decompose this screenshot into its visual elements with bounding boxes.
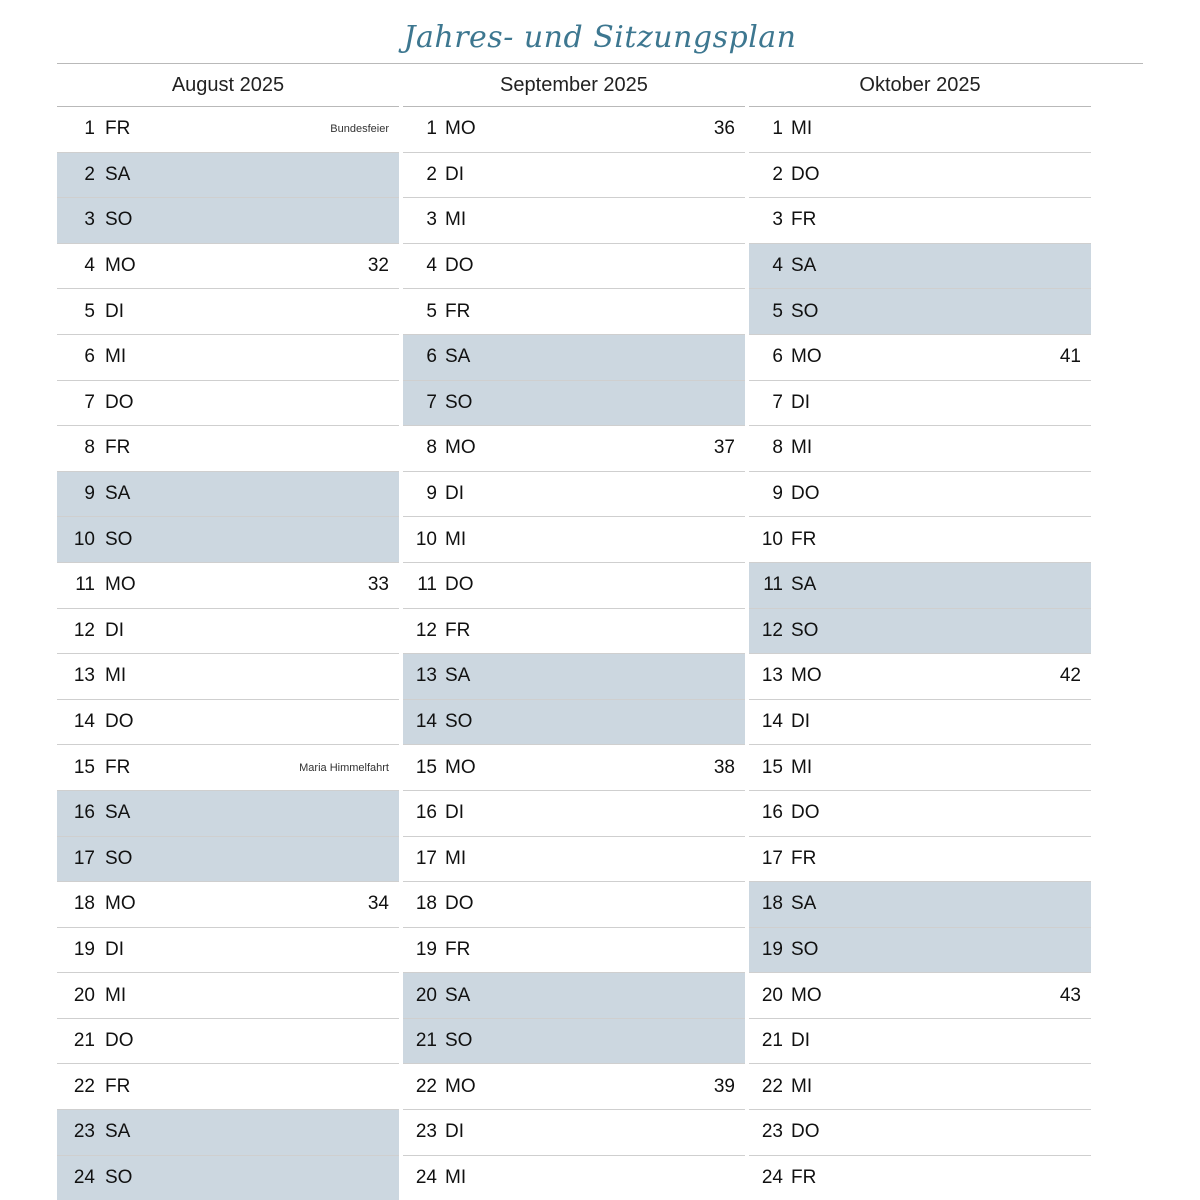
- day-row[interactable]: [57, 1019, 399, 1065]
- day-number: 24: [415, 1166, 437, 1188]
- day-row[interactable]: [57, 198, 399, 244]
- day-row[interactable]: [403, 244, 745, 290]
- day-number: 16: [761, 802, 783, 824]
- day-number: 22: [415, 1075, 437, 1097]
- day-row[interactable]: [403, 153, 745, 199]
- day-number: 9: [84, 483, 95, 505]
- day-row[interactable]: [57, 791, 399, 837]
- day-row[interactable]: [403, 1019, 745, 1065]
- month-header: September 2025: [403, 64, 745, 107]
- day-number: 22: [761, 1075, 783, 1097]
- day-weekday: MI: [445, 847, 467, 869]
- day-row[interactable]: [403, 563, 745, 609]
- day-weekday: MI: [791, 1075, 813, 1097]
- day-number: 10: [73, 528, 95, 550]
- day-row[interactable]: [57, 700, 399, 746]
- day-row[interactable]: [403, 654, 745, 700]
- day-number: 19: [73, 938, 95, 960]
- day-row[interactable]: [749, 153, 1091, 199]
- day-number: 4: [84, 255, 95, 277]
- day-number: 23: [761, 1121, 783, 1143]
- day-weekday: DI: [105, 938, 124, 960]
- day-number: 10: [761, 528, 783, 550]
- day-weekday: SA: [445, 346, 471, 368]
- day-number: 16: [73, 802, 95, 824]
- day-row[interactable]: [403, 517, 745, 563]
- day-number: 8: [84, 437, 95, 459]
- day-weekday: DO: [105, 391, 134, 413]
- day-row[interactable]: [403, 973, 745, 1019]
- month-column: [749, 64, 1091, 1200]
- day-number: 13: [415, 665, 437, 687]
- day-weekday: MO: [105, 574, 136, 596]
- day-weekday: MI: [105, 984, 127, 1006]
- day-weekday: MO: [105, 893, 136, 915]
- week-number: 34: [367, 893, 389, 915]
- day-weekday: FR: [445, 300, 471, 322]
- day-row[interactable]: [749, 563, 1091, 609]
- day-row[interactable]: [57, 1110, 399, 1156]
- day-weekday: MI: [791, 118, 813, 140]
- day-number: 14: [761, 711, 783, 733]
- day-number: 19: [415, 938, 437, 960]
- day-row[interactable]: [749, 791, 1091, 837]
- day-weekday: DO: [445, 255, 474, 277]
- day-weekday: MI: [445, 1166, 467, 1188]
- day-number: 12: [761, 619, 783, 641]
- day-row[interactable]: [403, 700, 745, 746]
- day-row[interactable]: [749, 973, 1091, 1019]
- day-weekday: MO: [791, 346, 822, 368]
- day-number: 16: [415, 802, 437, 824]
- day-row[interactable]: [57, 517, 399, 563]
- day-weekday: SA: [791, 893, 817, 915]
- day-weekday: SA: [791, 574, 817, 596]
- week-number: 42: [1059, 665, 1081, 687]
- day-number: 11: [417, 574, 437, 596]
- day-number: 13: [73, 665, 95, 687]
- day-row[interactable]: [403, 791, 745, 837]
- day-row[interactable]: [57, 107, 399, 153]
- day-weekday: DO: [105, 711, 134, 733]
- day-number: 1: [772, 118, 783, 140]
- week-number: 33: [367, 574, 389, 596]
- day-row[interactable]: [403, 1156, 745, 1200]
- day-weekday: SA: [105, 1121, 131, 1143]
- day-number: 6: [426, 346, 437, 368]
- holiday-label: Bundesfeier: [330, 123, 389, 136]
- day-weekday: DO: [445, 893, 474, 915]
- day-row[interactable]: [57, 1064, 399, 1110]
- day-number: 17: [415, 847, 437, 869]
- day-row[interactable]: [57, 609, 399, 655]
- day-number: 11: [763, 574, 783, 596]
- day-row[interactable]: [57, 472, 399, 518]
- day-weekday: DI: [791, 1030, 810, 1052]
- day-weekday: SO: [105, 847, 133, 869]
- day-number: 8: [772, 437, 783, 459]
- day-number: 1: [426, 118, 437, 140]
- day-number: 20: [73, 984, 95, 1006]
- week-number: 38: [713, 756, 735, 778]
- day-number: 6: [84, 346, 95, 368]
- day-row[interactable]: [57, 882, 399, 928]
- day-weekday: DO: [105, 1030, 134, 1052]
- month-column: [57, 64, 399, 1200]
- day-weekday: SA: [105, 802, 131, 824]
- month-header: August 2025: [57, 64, 399, 107]
- day-weekday: SO: [791, 619, 819, 641]
- day-weekday: FR: [445, 619, 471, 641]
- day-row[interactable]: [403, 198, 745, 244]
- day-weekday: DO: [445, 574, 474, 596]
- day-weekday: MO: [445, 1075, 476, 1097]
- day-weekday: SA: [445, 984, 471, 1006]
- day-row[interactable]: [57, 381, 399, 427]
- day-row[interactable]: [749, 107, 1091, 153]
- day-number: 21: [73, 1030, 95, 1052]
- day-number: 7: [772, 391, 783, 413]
- day-row[interactable]: [57, 289, 399, 335]
- day-weekday: MO: [445, 437, 476, 459]
- day-number: 3: [772, 209, 783, 231]
- day-weekday: SO: [105, 528, 133, 550]
- day-row[interactable]: [749, 198, 1091, 244]
- week-number: 32: [367, 255, 389, 277]
- calendar-grid: [57, 63, 1143, 1200]
- day-weekday: MO: [105, 255, 136, 277]
- day-row[interactable]: [749, 289, 1091, 335]
- day-row[interactable]: [403, 1110, 745, 1156]
- day-weekday: FR: [105, 118, 131, 140]
- day-number: 5: [426, 300, 437, 322]
- day-number: 20: [761, 984, 783, 1006]
- day-number: 6: [772, 346, 783, 368]
- day-row[interactable]: [403, 609, 745, 655]
- day-weekday: SA: [105, 483, 131, 505]
- day-row[interactable]: [403, 472, 745, 518]
- month-column: [403, 64, 745, 1200]
- week-number: 43: [1059, 984, 1081, 1006]
- day-weekday: MI: [105, 346, 127, 368]
- day-weekday: FR: [105, 756, 131, 778]
- day-weekday: MO: [445, 118, 476, 140]
- day-row[interactable]: [403, 107, 745, 153]
- day-row[interactable]: [749, 837, 1091, 883]
- day-weekday: FR: [445, 938, 471, 960]
- day-weekday: DI: [791, 711, 810, 733]
- day-number: 13: [761, 665, 783, 687]
- day-row[interactable]: [57, 745, 399, 791]
- day-weekday: SO: [445, 391, 473, 413]
- day-row[interactable]: [749, 381, 1091, 427]
- day-row[interactable]: [57, 1156, 399, 1200]
- day-weekday: DO: [791, 802, 820, 824]
- day-weekday: SO: [445, 1030, 473, 1052]
- day-row[interactable]: [57, 244, 399, 290]
- day-row[interactable]: [749, 244, 1091, 290]
- day-number: 18: [415, 893, 437, 915]
- day-number: 23: [73, 1121, 95, 1143]
- day-weekday: FR: [105, 437, 131, 459]
- week-number: 39: [713, 1075, 735, 1097]
- day-weekday: MO: [791, 984, 822, 1006]
- day-row[interactable]: [403, 426, 745, 472]
- day-number: 2: [772, 163, 783, 185]
- day-row[interactable]: [403, 381, 745, 427]
- day-number: 5: [772, 300, 783, 322]
- page-title: Jahres- und Sitzungsplan: [403, 20, 797, 55]
- day-weekday: DO: [791, 1121, 820, 1143]
- day-number: 4: [772, 255, 783, 277]
- day-weekday: SA: [105, 163, 131, 185]
- day-number: 23: [415, 1121, 437, 1143]
- day-number: 9: [426, 483, 437, 505]
- day-number: 21: [761, 1030, 783, 1052]
- day-number: 15: [73, 756, 95, 778]
- day-row[interactable]: [749, 1110, 1091, 1156]
- day-number: 20: [415, 984, 437, 1006]
- day-weekday: DO: [791, 163, 820, 185]
- day-row[interactable]: [57, 153, 399, 199]
- day-number: 12: [73, 619, 95, 641]
- day-row[interactable]: [749, 700, 1091, 746]
- day-weekday: FR: [791, 528, 817, 550]
- day-weekday: MI: [445, 528, 467, 550]
- day-weekday: DO: [791, 483, 820, 505]
- day-row[interactable]: [749, 654, 1091, 700]
- day-number: 22: [73, 1075, 95, 1097]
- day-row[interactable]: [57, 335, 399, 381]
- day-weekday: DI: [105, 300, 124, 322]
- day-weekday: DI: [105, 619, 124, 641]
- day-number: 18: [73, 893, 95, 915]
- day-number: 7: [84, 391, 95, 413]
- day-weekday: DI: [445, 163, 464, 185]
- day-weekday: SA: [445, 665, 471, 687]
- day-weekday: MI: [105, 665, 127, 687]
- day-row[interactable]: [403, 335, 745, 381]
- day-number: 2: [84, 163, 95, 185]
- day-number: 18: [761, 893, 783, 915]
- day-weekday: MI: [791, 756, 813, 778]
- day-weekday: DI: [791, 391, 810, 413]
- day-weekday: SO: [791, 938, 819, 960]
- day-row[interactable]: [57, 654, 399, 700]
- day-number: 9: [772, 483, 783, 505]
- day-number: 10: [415, 528, 437, 550]
- day-weekday: FR: [105, 1075, 131, 1097]
- day-number: 19: [761, 938, 783, 960]
- day-number: 15: [415, 756, 437, 778]
- day-weekday: DI: [445, 1121, 464, 1143]
- day-row[interactable]: [749, 517, 1091, 563]
- day-row[interactable]: [749, 882, 1091, 928]
- day-number: 12: [415, 619, 437, 641]
- day-row[interactable]: [57, 563, 399, 609]
- day-number: 2: [426, 163, 437, 185]
- day-weekday: DI: [445, 483, 464, 505]
- day-row[interactable]: [749, 1156, 1091, 1200]
- day-row[interactable]: [57, 837, 399, 883]
- day-weekday: MO: [791, 665, 822, 687]
- day-row[interactable]: [749, 335, 1091, 381]
- day-row[interactable]: [57, 928, 399, 974]
- day-row[interactable]: [57, 973, 399, 1019]
- day-number: 24: [73, 1166, 95, 1188]
- week-number: 37: [713, 437, 735, 459]
- day-row[interactable]: [749, 1019, 1091, 1065]
- day-weekday: MI: [791, 437, 813, 459]
- day-number: 7: [426, 391, 437, 413]
- day-number: 17: [73, 847, 95, 869]
- day-number: 8: [426, 437, 437, 459]
- day-weekday: SO: [105, 1166, 133, 1188]
- day-row[interactable]: [403, 1064, 745, 1110]
- month-header: Oktober 2025: [749, 64, 1091, 107]
- day-row[interactable]: [749, 1064, 1091, 1110]
- day-row[interactable]: [749, 426, 1091, 472]
- day-weekday: MI: [445, 209, 467, 231]
- day-row[interactable]: [403, 928, 745, 974]
- day-number: 11: [75, 574, 95, 596]
- day-number: 5: [84, 300, 95, 322]
- day-number: 3: [426, 209, 437, 231]
- week-number: 41: [1059, 346, 1081, 368]
- day-row[interactable]: [749, 928, 1091, 974]
- day-number: 21: [415, 1030, 437, 1052]
- day-number: 24: [761, 1166, 783, 1188]
- day-row[interactable]: [403, 882, 745, 928]
- day-weekday: MO: [445, 756, 476, 778]
- day-row[interactable]: [403, 289, 745, 335]
- day-number: 4: [426, 255, 437, 277]
- day-weekday: SO: [445, 711, 473, 733]
- week-number: 36: [713, 118, 735, 140]
- day-number: 3: [84, 209, 95, 231]
- day-weekday: SO: [105, 209, 133, 231]
- day-row[interactable]: [403, 837, 745, 883]
- day-row[interactable]: [749, 745, 1091, 791]
- day-weekday: SO: [791, 300, 819, 322]
- day-weekday: FR: [791, 1166, 817, 1188]
- day-weekday: FR: [791, 847, 817, 869]
- holiday-label: Maria Himmelfahrt: [299, 761, 389, 774]
- day-weekday: DI: [445, 802, 464, 824]
- day-weekday: FR: [791, 209, 817, 231]
- day-row[interactable]: [57, 426, 399, 472]
- day-number: 14: [73, 711, 95, 733]
- day-number: 17: [761, 847, 783, 869]
- day-row[interactable]: [403, 745, 745, 791]
- day-row[interactable]: [749, 472, 1091, 518]
- day-weekday: SA: [791, 255, 817, 277]
- day-number: 15: [761, 756, 783, 778]
- day-number: 14: [415, 711, 437, 733]
- day-number: 1: [84, 118, 95, 140]
- day-row[interactable]: [749, 609, 1091, 655]
